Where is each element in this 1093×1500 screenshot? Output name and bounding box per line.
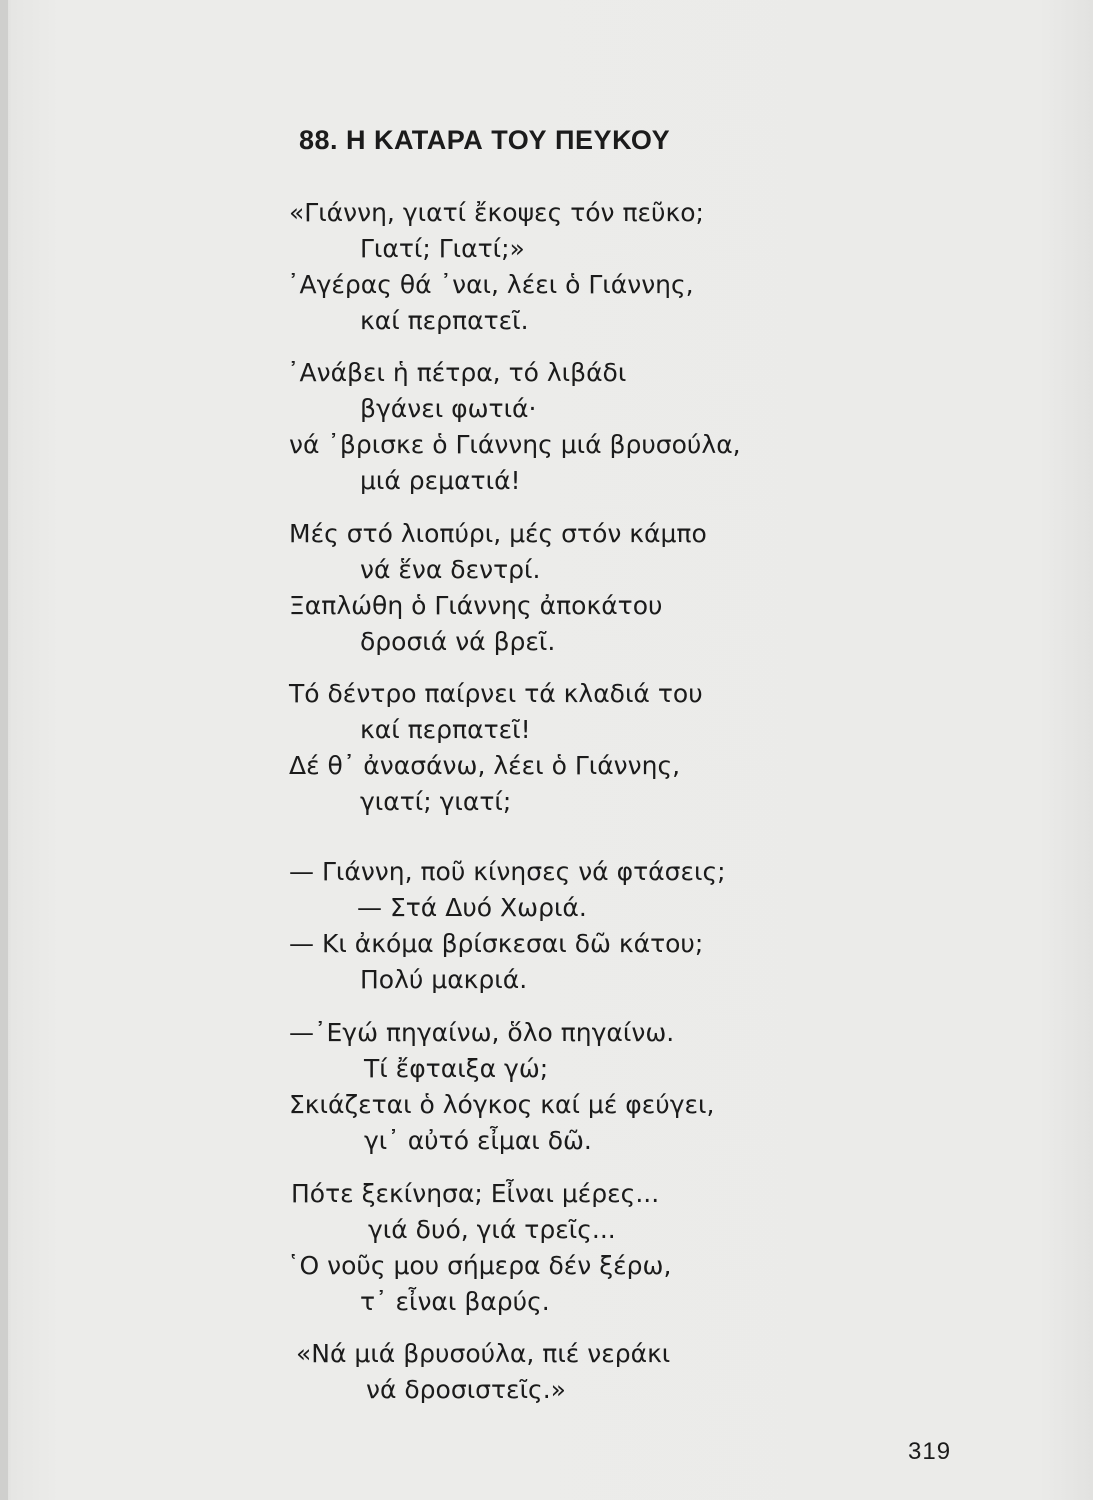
poem-line: βγάνει φωτιά·	[360, 394, 537, 423]
poem-line: τ᾿ εἶναι βαρύς.	[360, 1287, 550, 1316]
poem-line: «Γιάννη, γιατί ἔκοψες τόν πεῦκο;	[289, 198, 704, 227]
poem-line: καί περπατεῖ!	[360, 715, 531, 744]
poem-line: Τί ἔφταιξα γώ;	[364, 1054, 549, 1083]
poem-title: 88. Η ΚΑΤΑΡΑ ΤΟΥ ΠΕΥΚΟΥ	[299, 125, 671, 155]
poem-line: Μές στό λιοπύρι, μές στόν κάμπο	[289, 519, 707, 548]
poem-line: — Στά Δυό Χωριά.	[357, 893, 587, 922]
poem-line: Πολύ μακριά.	[360, 965, 528, 994]
poem-line: Τό δέντρο παίρνει τά κλαδιά του	[289, 679, 703, 708]
poem-line: Σκιάζεται ὁ λόγκος καί μέ φεύγει,	[289, 1090, 715, 1119]
poem-line: νά δροσιστεῖς.»	[366, 1375, 566, 1404]
poem-line: Πότε ξεκίνησα; Εἶναι μέρες...	[291, 1179, 660, 1208]
poem-line: νά ᾿βρισκε ὁ Γιάννης μιά βρυσούλα,	[289, 430, 741, 459]
poem-line: γιά δυό, γιά τρεῖς...	[368, 1215, 616, 1244]
poem-line: Γιατί; Γιατί;»	[360, 234, 525, 263]
poem-line: γιατί; γιατί;	[360, 787, 512, 816]
poem-line: ᾿Ανάβει ἡ πέτρα, τό λιβάδι	[287, 358, 627, 387]
poem-line: ῾Ο νοῦς μου σήμερα δέν ξέρω,	[287, 1251, 672, 1280]
poem-line: νά ἕνα δεντρί.	[360, 555, 541, 584]
poem-line: καί περπατεῖ.	[360, 306, 529, 335]
poem-line: Δέ θ᾿ ἀνασάνω, λέει ὁ Γιάννης,	[289, 751, 681, 780]
poem-line: ᾿Αγέρας θά ᾿ναι, λέει ὁ Γιάννης,	[287, 270, 694, 299]
poem-line: «Νά μιά βρυσούλα, πιέ νεράκι	[296, 1339, 671, 1368]
poem-line: δροσιά νά βρεῖ.	[360, 627, 556, 656]
poem-line: γι᾿ αὐτό εἶμαι δῶ.	[364, 1126, 592, 1155]
poem-line: —᾿Εγώ πηγαίνω, ὅλο πηγαίνω.	[289, 1018, 675, 1047]
poem-line: μιά ρεματιά!	[360, 466, 521, 495]
page-number: 319	[908, 1438, 952, 1465]
poem-line: — Γιάννη, ποῦ κίνησες νά φτάσεις;	[289, 857, 726, 886]
poem-line: Ξαπλώθη ὁ Γιάννης ἀποκάτου	[289, 591, 663, 620]
poem-line: — Κι ἀκόμα βρίσκεσαι δῶ κάτου;	[289, 929, 704, 958]
